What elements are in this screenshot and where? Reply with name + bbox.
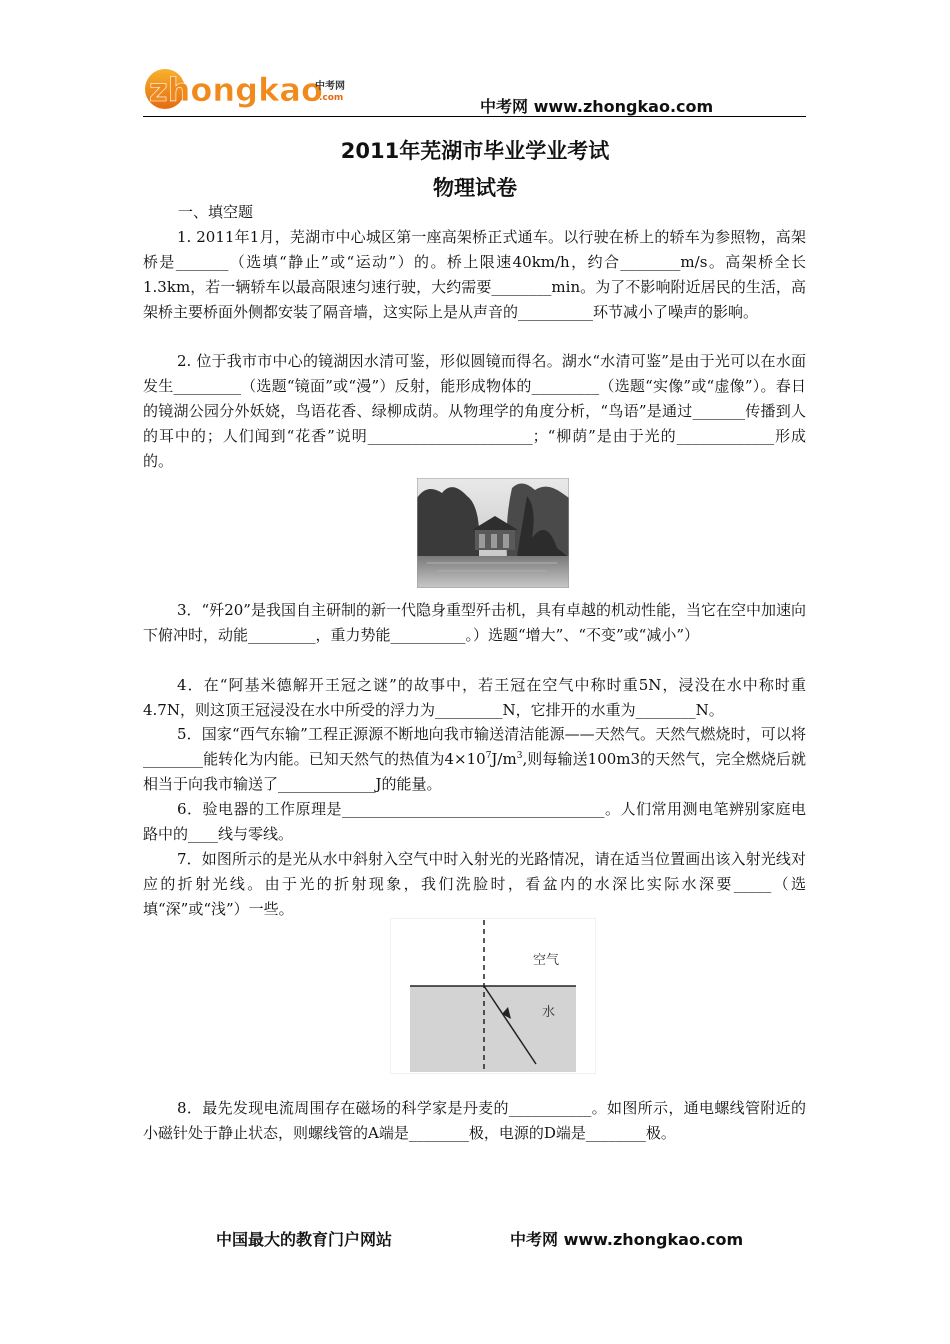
question-6: 6．验电器的工作原理是___________________________________。人们常用测电笔辨别家庭电路中的____线与零线。 xyxy=(143,800,806,843)
question-5 xyxy=(143,722,806,797)
logo-small-top: 中考网 xyxy=(315,81,345,92)
question-5-exponent-1: 7 xyxy=(485,751,492,761)
logo-small-bottom: .com xyxy=(319,93,344,103)
exam-subtitle: 物理试卷 xyxy=(433,176,517,200)
header-divider xyxy=(143,116,806,117)
question-4: 4．在“阿基米德解开王冠之谜”的故事中，若王冠在空气中称时重5N，浸没在水中称时重4.7N，则这顶王冠浸没在水中所受的浮力为_________N，它排开的水重为________N。 xyxy=(143,676,806,719)
question-3: 3．“歼20”是我国自主研制的新一代隐身重型歼击机，具有卓越的机动性能，当它在空中加速向下俯冲时，动能_________，重力势能__________。）选题“增大”、“不变”或“减小”） xyxy=(143,601,806,644)
question-5-text-c: ,则每输送100m3的天然气，完全燃烧后就相当于向我市输送了_____________J的能量。 xyxy=(143,750,807,793)
question-8: 8．最先发现电流周围存在磁场的科学家是丹麦的___________。如图所示，通电螺线管附近的小磁针处于静止状态，则螺线管的A端是________极，电源的D端是________极。 xyxy=(143,1099,806,1142)
footer-site-url: 中考网 www.zhongkao.com xyxy=(510,1230,744,1249)
air-label: 空气 xyxy=(533,953,560,968)
question-5-text-a: 5．国家“西气东输”工程正源源不断地向我市输送清洁能源——天然气。天然气燃烧时，可以将________能转化为内能。已知天然气的热值为4×10 xyxy=(143,725,806,768)
water-label: 水 xyxy=(542,1005,556,1020)
refraction-diagram xyxy=(390,918,596,1074)
footer-slogan: 中国最大的教育门户网站 xyxy=(216,1230,393,1249)
question-7: 7．如图所示的是光从水中斜射入空气中时入射光的光路情况，请在适当位置画出该入射光线对应的折射光线。由于光的折射现象，我们洗脸时，看盆内的水深比实际水深要_____（选填“深”或“浅”）一些。 xyxy=(143,850,806,918)
zhongkao-logo xyxy=(143,66,358,112)
question-5-exponent-2: 3 xyxy=(516,751,523,761)
question-5-text-b: J/m xyxy=(491,750,517,768)
question-2: 2. 位于我市市中心的镜湖因水清可鉴，形似圆镜而得名。湖水“水清可鉴”是由于光可以在水面发生_________（选题“镜面”或“漫”）反射，能形成物体的_________（选题“实像”或“虚像”）。春日的镜湖公园分外妖娆，鸟语花香、绿柳成荫。从物理学的角度分析，“鸟语”是通过_______传播到人的耳中的；人们闻到“花香”说明______________________；“柳荫”是由于光的_____________形成的。 xyxy=(143,352,806,470)
header-site-url: 中考网 www.zhongkao.com xyxy=(480,97,714,116)
logo-text: zhongkao xyxy=(149,71,323,109)
lake-photo xyxy=(417,478,569,588)
exam-title: 2011年芜湖市毕业学业考试 xyxy=(340,139,610,163)
section-heading: 一、填空题 xyxy=(178,203,254,221)
question-1: 1. 2011年1月，芜湖市中心城区第一座高架桥正式通车。以行驶在桥上的轿车为参照物，高架桥是_______（选填“静止”或“运动”）的。桥上限速40km/h，约合________m/s。高架桥全长1.3km，若一辆轿车以最高限速匀速行驶，大约需要________min。为了不影响附近居民的生活，高架桥主要桥面外侧都安装了隔音墙，这实际上是从声音的__________环节减小了噪声的影响。 xyxy=(143,228,806,321)
